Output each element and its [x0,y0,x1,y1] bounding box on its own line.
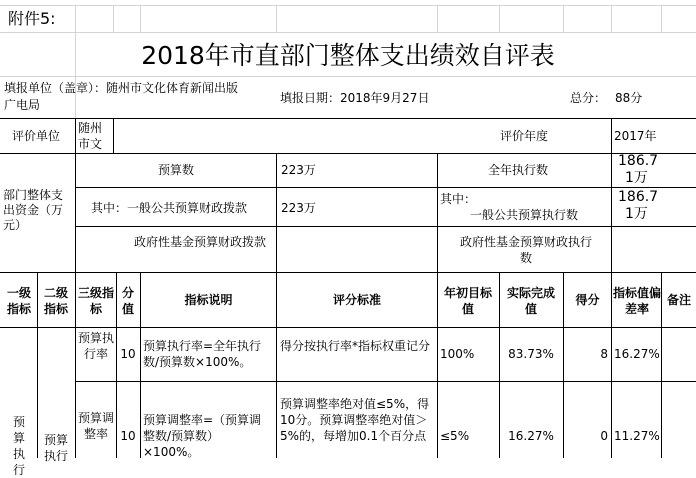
header-lvl1: 一级指标 [6,286,31,316]
header-desc: 指标说明 [184,293,233,307]
budget-value: 223万 [281,163,316,177]
header-lvl2: 二级指标 [43,286,68,316]
header-lvl3: 三级指标 [78,286,115,316]
header-deviation: 指标值偏差率 [613,286,662,316]
general-label: 其中：一般公共预算财政拨款 [91,201,248,215]
row2-target: ≤5% [440,429,470,443]
eval-year-value: 2017年 [614,129,657,143]
budget-label: 预算数 [158,163,195,177]
eval-unit-label: 评价单位 [12,129,61,143]
row1-weight: 10 [120,347,136,361]
lvl2-label: 预算执行 [43,433,68,463]
header-weight: 分值 [121,286,134,316]
funds-section-label: 部门整体支出资金（万元） [3,188,64,232]
eval-year-label: 评价年度 [500,129,549,143]
general-exec-label: 其中： [440,192,477,206]
row2-desc: 预算调整率=（预算调整数/预算数）×100%。 [143,413,262,459]
exec-label: 全年执行数 [488,163,549,177]
row1-actual: 83.73% [508,347,554,361]
row2-score: 0 [600,429,608,443]
exec-value-line2: 1万 [625,170,648,186]
general-value: 223万 [281,201,316,215]
general-exec-label-line2: 一般公共预算执行数 [470,208,579,222]
row1-criteria: 得分按执行率*指标权重记分 [280,339,431,353]
gov-fund-exec-label: 政府性基金预算财政执行数 [460,235,593,265]
total-score-label: 总分： [570,91,607,105]
eval-unit-value-line2: 市文 [78,137,103,151]
row1-score: 8 [600,347,608,361]
attachment-label: 附件5: [8,9,56,28]
general-exec-value: 186.7 [618,189,659,205]
lvl1-label: 预算执行 [12,415,25,477]
header-actual: 实际完成值 [506,286,555,316]
report-date: 填报日期：2018年9月27日 [280,91,430,105]
page-title: 2018年市直部门整体支出绩效自评表 [141,41,555,70]
row2-lvl3: 预算调整率 [78,411,115,441]
header-note: 备注 [666,293,691,307]
row1-target: 100% [440,347,475,361]
row2-weight: 10 [120,429,136,443]
row1-desc: 预算执行率=全年执行数/预算数×100%。 [143,339,262,369]
unit-label-line2: 广电局 [4,98,41,112]
unit-label: 填报单位（盖章）：随州市文化体育新闻出版 [4,81,239,95]
general-exec-value-line2: 1万 [625,206,648,222]
gov-fund-label: 政府性基金预算财政拨款 [133,235,266,249]
header-criteria: 评分标准 [332,293,381,307]
header-target: 年初目标值 [443,286,492,316]
row1-lvl3: 预算执行率 [78,331,115,361]
row2-actual: 16.27% [508,429,554,443]
row1-deviation: 16.27% [614,347,660,361]
eval-unit-value: 随州 [78,121,103,135]
header-score: 得分 [575,293,600,307]
exec-value: 186.7 [618,153,659,169]
row2-criteria: 预算调整率绝对值≤5%，得10分。预算调整率绝对值＞5%的，每增加0.1个百分点 [280,397,430,443]
total-score-value: 88分 [615,91,643,105]
row2-deviation: 11.27% [614,429,660,443]
